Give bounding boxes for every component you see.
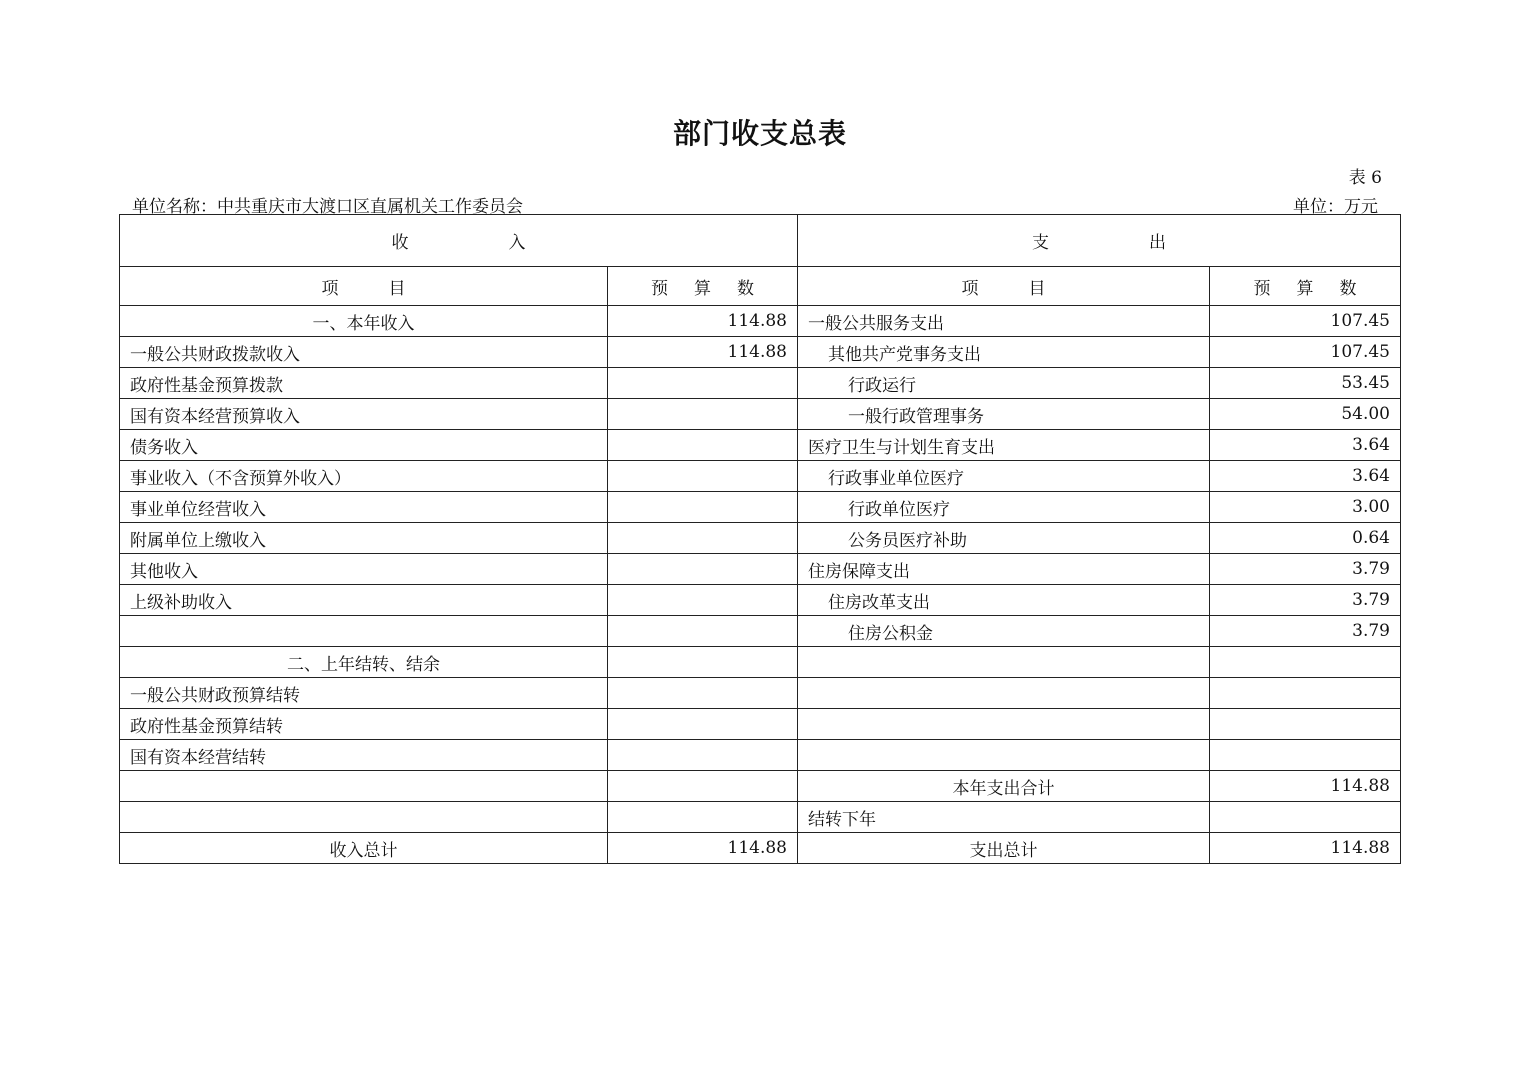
budget-header-char-3: 数 (1339, 278, 1357, 299)
income-value (608, 492, 798, 523)
table-row (120, 771, 1401, 802)
income-header-char-1: 收 (391, 233, 409, 253)
page-title: 部门收支总表 (672, 117, 847, 150)
income-value: 114.88 (608, 337, 798, 368)
expense-value: 3.79 (1210, 554, 1401, 585)
income-item: 事业收入（不含预算外收入） (120, 461, 608, 492)
table-row (120, 647, 1401, 678)
income-value (608, 430, 798, 461)
expense-total-label: 支出总计 (798, 833, 1210, 864)
section-header-row (120, 215, 1401, 267)
expense-budget-header (1210, 267, 1401, 306)
expense-section-header (798, 215, 1401, 267)
income-item: 政府性基金预算结转 (120, 709, 608, 740)
expense-item: 公务员医疗补助 (798, 523, 1210, 554)
income-item: 事业单位经营收入 (120, 492, 608, 523)
income-item: 其他收入 (120, 554, 608, 585)
income-item: 一、本年收入 (120, 306, 608, 337)
expense-item: 一般行政管理事务 (798, 399, 1210, 430)
budget-header-char-2: 算 (1296, 278, 1314, 299)
expense-value: 54.00 (1210, 399, 1401, 430)
income-item: 一般公共财政预算结转 (120, 678, 608, 709)
expense-item: 一般公共服务支出 (798, 306, 1210, 337)
expense-header-char-1: 支 (1032, 233, 1049, 253)
income-value (608, 709, 798, 740)
income-item: 一般公共财政拨款收入 (120, 337, 608, 368)
income-item (120, 771, 608, 802)
income-item (120, 616, 608, 647)
income-item: 上级补助收入 (120, 585, 608, 616)
expense-item (798, 678, 1210, 709)
income-value (608, 678, 798, 709)
income-value (608, 399, 798, 430)
expense-header-char-2: 出 (1149, 233, 1166, 253)
expense-item: 住房公积金 (798, 616, 1210, 647)
expense-value: 0.64 (1210, 523, 1401, 554)
expense-item: 结转下年 (798, 802, 1210, 833)
expense-value (1210, 709, 1401, 740)
item-header-char-2: 目 (1028, 278, 1046, 299)
expense-value: 53.45 (1210, 368, 1401, 399)
expense-value: 3.00 (1210, 492, 1401, 523)
table-row (120, 585, 1401, 616)
income-item (120, 802, 608, 833)
expense-value (1210, 678, 1401, 709)
table-row (120, 678, 1401, 709)
expense-item: 本年支出合计 (798, 771, 1210, 802)
expense-item: 行政事业单位医疗 (798, 461, 1210, 492)
income-item: 国有资本经营结转 (120, 740, 608, 771)
expense-item: 住房改革支出 (798, 585, 1210, 616)
item-header-char-1: 项 (321, 278, 339, 299)
expense-value: 107.45 (1210, 337, 1401, 368)
expense-item (798, 709, 1210, 740)
income-item: 国有资本经营预算收入 (120, 399, 608, 430)
income-value (608, 461, 798, 492)
income-item: 附属单位上缴收入 (120, 523, 608, 554)
expense-value (1210, 740, 1401, 771)
table-row (120, 740, 1401, 771)
expense-value: 3.79 (1210, 616, 1401, 647)
table-row (120, 306, 1401, 337)
income-value (608, 771, 798, 802)
expense-item-header (798, 267, 1210, 306)
table-row (120, 492, 1401, 523)
expense-value: 3.79 (1210, 585, 1401, 616)
budget-header-char-1: 预 (651, 278, 668, 299)
budget-header-char-1: 预 (1253, 278, 1271, 299)
item-header-char-2: 目 (388, 278, 406, 299)
income-value (608, 554, 798, 585)
income-total-value: 114.88 (608, 833, 798, 864)
expense-item: 行政运行 (798, 368, 1210, 399)
table-row (120, 523, 1401, 554)
expense-value: 114.88 (1210, 771, 1401, 802)
table-row (120, 616, 1401, 647)
expense-item: 医疗卫生与计划生育支出 (798, 430, 1210, 461)
total-row (120, 833, 1401, 864)
table-row (120, 802, 1401, 833)
income-value (608, 523, 798, 554)
expense-value (1210, 802, 1401, 833)
income-value (608, 616, 798, 647)
income-item: 二、上年结转、结余 (120, 647, 608, 678)
income-value (608, 585, 798, 616)
table-row (120, 368, 1401, 399)
expense-item: 行政单位医疗 (798, 492, 1210, 523)
income-budget-header (608, 267, 798, 306)
table-row (120, 399, 1401, 430)
item-header-char-1: 项 (961, 278, 979, 299)
income-value (608, 647, 798, 678)
budget-header-char-3: 数 (737, 278, 754, 299)
expense-value (1210, 647, 1401, 678)
table-row (120, 554, 1401, 585)
table-number: 表 6 (1348, 168, 1382, 188)
income-item: 政府性基金预算拨款 (120, 368, 608, 399)
column-header-row (120, 267, 1401, 306)
income-item-header (120, 267, 608, 306)
expense-item (798, 647, 1210, 678)
expense-value: 107.45 (1210, 306, 1401, 337)
expense-total-value: 114.88 (1210, 833, 1401, 864)
unit-name: 单位名称：中共重庆市大渡口区直属机关工作委员会 (132, 197, 523, 217)
budget-header-char-2: 算 (694, 278, 711, 299)
currency-unit: 单位：万元 (1293, 197, 1378, 217)
table-row (120, 461, 1401, 492)
expense-value: 3.64 (1210, 430, 1401, 461)
income-value (608, 368, 798, 399)
income-value (608, 802, 798, 833)
income-value (608, 740, 798, 771)
table-row (120, 337, 1401, 368)
income-header-char-2: 入 (508, 233, 526, 253)
table-row (120, 430, 1401, 461)
income-value: 114.88 (608, 306, 798, 337)
budget-summary-table (119, 214, 1401, 864)
income-section-header (120, 215, 798, 267)
expense-value: 3.64 (1210, 461, 1401, 492)
expense-item: 住房保障支出 (798, 554, 1210, 585)
income-total-label: 收入总计 (120, 833, 608, 864)
expense-item (798, 740, 1210, 771)
expense-item: 其他共产党事务支出 (798, 337, 1210, 368)
table-row (120, 709, 1401, 740)
income-item: 债务收入 (120, 430, 608, 461)
